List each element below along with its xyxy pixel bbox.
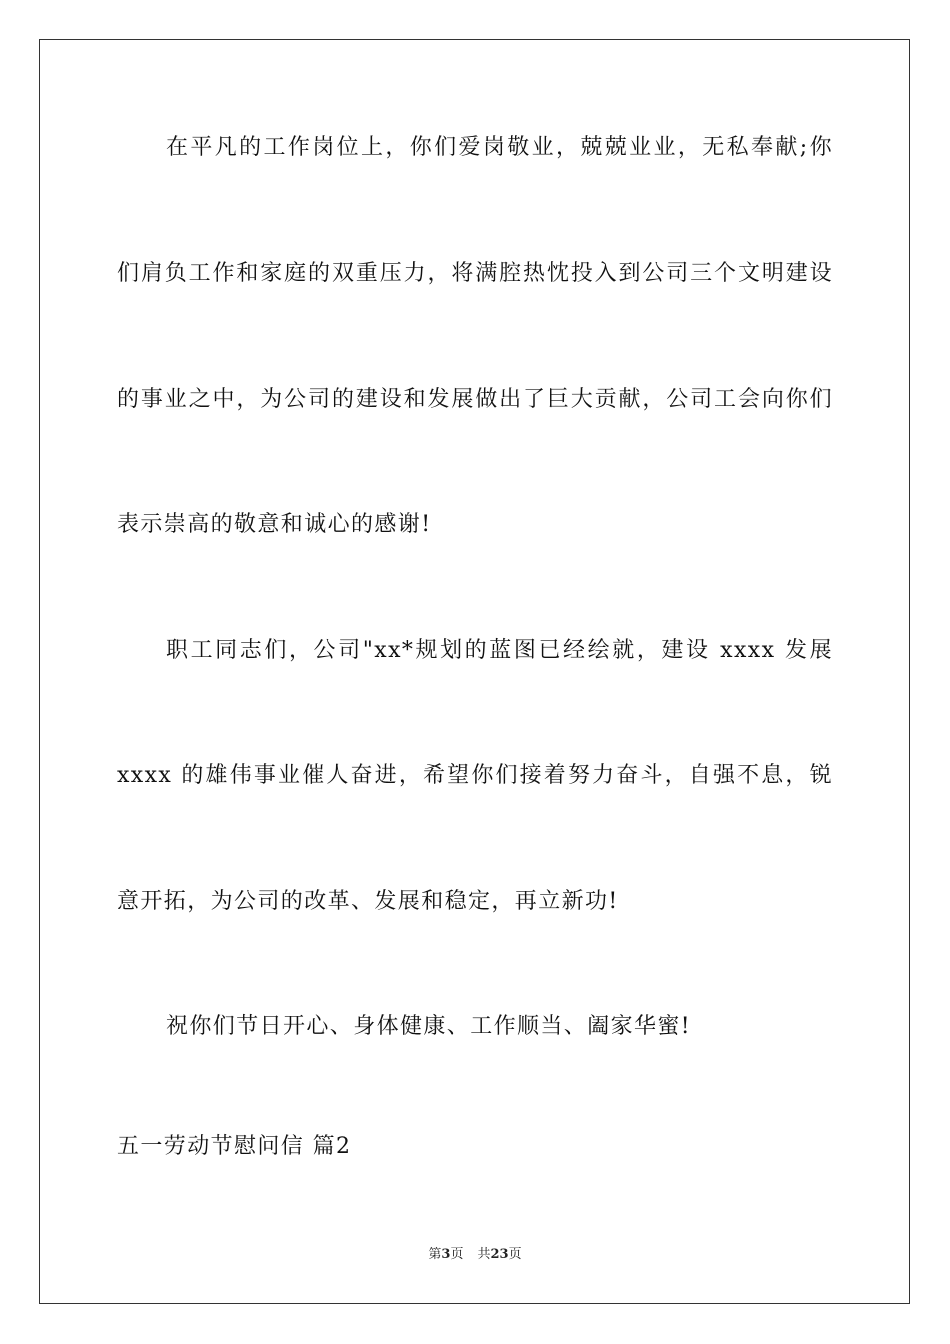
total-prefix: 共 xyxy=(477,1247,491,1262)
page-prefix: 第 xyxy=(428,1247,442,1262)
paragraph-2-line-3: 意开拓，为公司的改革、发展和稳定，再立新功! xyxy=(117,889,619,914)
paragraph-1-line-2: 们肩负工作和家庭的双重压力，将满腔热忱投入到公司三个文明建设 xyxy=(117,261,833,286)
paragraph-1-line-1: 在平凡的工作岗位上，你们爱岗敬业，兢兢业业，无私奉献;你 xyxy=(166,135,833,160)
page-current: 3 xyxy=(441,1247,451,1262)
paragraph-1-line-3: 的事业之中，为公司的建设和发展做出了巨大贡献，公司工会向你们 xyxy=(117,387,833,412)
page-border xyxy=(39,39,910,1304)
page-total: 23 xyxy=(490,1247,509,1262)
paragraph-2-line-1: 职工同志们，公司"xx*规划的蓝图已经绘就，建设 xxxx 发展 xyxy=(166,638,833,663)
total-suffix: 页 xyxy=(508,1247,522,1262)
paragraph-2-line-2: xxxx 的雄伟事业催人奋进，希望你们接着努力奋斗，自强不息，锐 xyxy=(117,763,833,788)
paragraph-1-line-4: 表示崇高的敬意和诚心的感谢! xyxy=(117,512,432,537)
page-suffix: 页 xyxy=(450,1247,464,1262)
page-footer xyxy=(0,1246,950,1264)
section-heading: 五一劳动节慰问信 篇2 xyxy=(117,1134,352,1159)
paragraph-3: 祝你们节日开心、身体健康、工作顺当、阖家华蜜! xyxy=(166,1014,692,1039)
